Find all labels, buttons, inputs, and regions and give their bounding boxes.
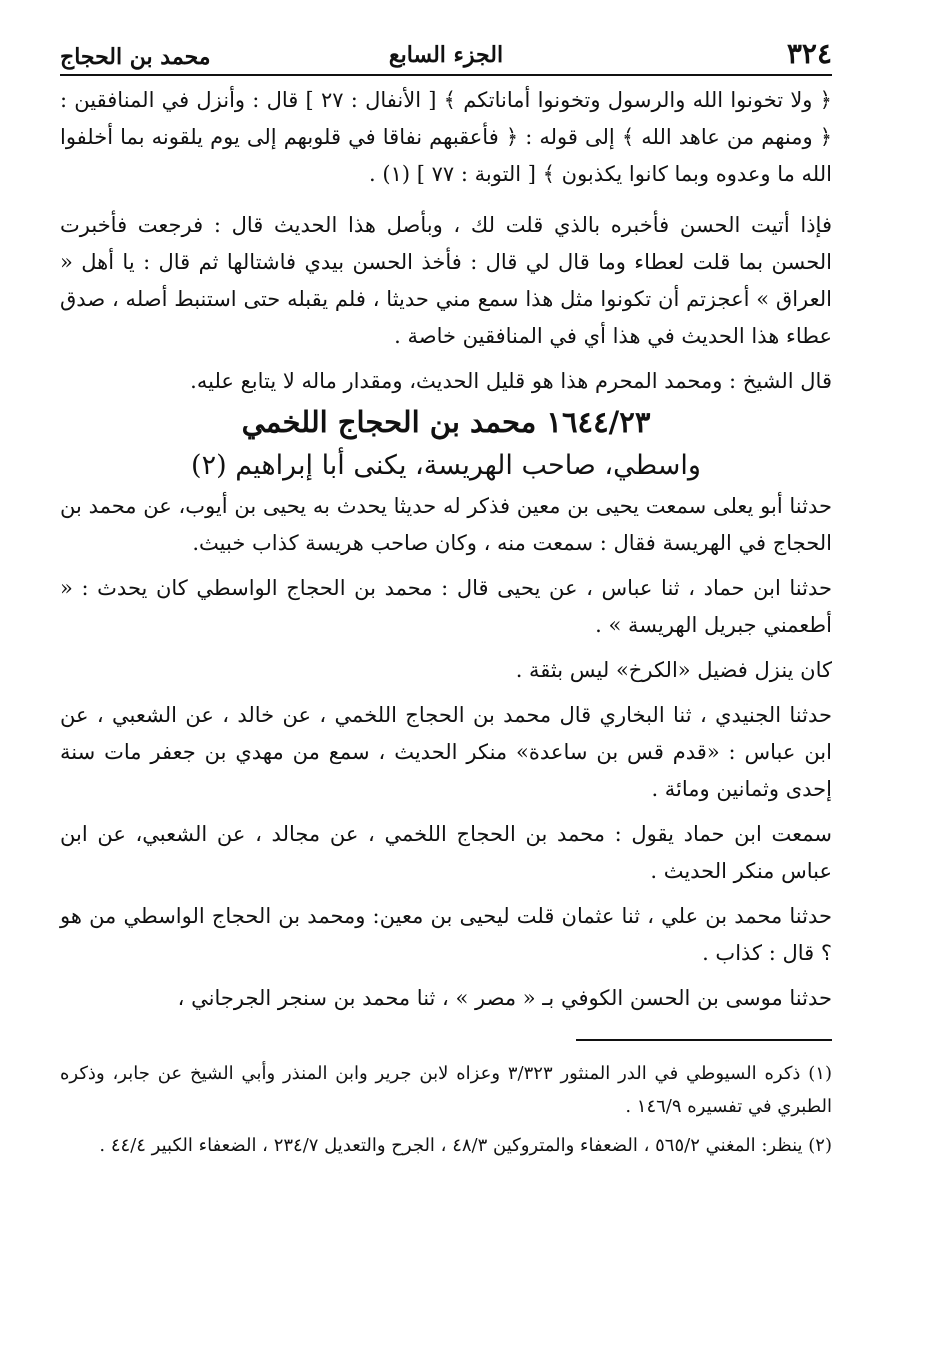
volume-title: الجزء السابع bbox=[388, 42, 504, 68]
entry-paragraph: كان ينزل فضيل «الكرخ» ليس بثقة . bbox=[515, 658, 832, 682]
book-page bbox=[60, 30, 832, 1340]
entry-paragraph: حدثنا الجنيدي ، ثنا البخاري قال محمد بن الحجاج اللخمي ، عن خالد ، عن الشعبي ، عن ابن عباس : «قدم قس بن ساعدة» منكر الحديث ، سمع من مهدي بن جعفر مات سنة إحدى وثمانين ومائة . bbox=[60, 703, 832, 801]
paragraph-quran-verses: ﴿ ولا تخونوا الله والرسول وتخونوا أماناتكم ﴾ [ الأنفال : ٢٧ ] قال : وأنزل في المنافقين : ﴿ ومنهم من عاهد الله ﴾ إلى قوله : ﴿ فأعقبهم نفاقا في قلوبهم إلى يوم يلقونه بما أخلفوا الله ما وعدوه وبما كانوا يكذبون ﴾ [ التوبة : ٧٧ ] (١) . bbox=[60, 88, 832, 186]
footnote-rule bbox=[576, 1039, 832, 1041]
entry-paragraph: حدثنا موسى بن الحسن الكوفي بـ « مصر » ، ثنا محمد بن سنجر الجرجاني ، bbox=[177, 986, 832, 1010]
running-title: محمد بن الحجاج bbox=[60, 44, 211, 70]
page-header bbox=[60, 30, 832, 70]
footnote-1: (١) ذكره السيوطي في الدر المنثور ٣/٣٢٣ وعزاه لابن جرير وابن المنذر وأبي الشيخ عن جابر، وذكره الطبري في تفسيره ١٤٦/٩ . bbox=[60, 1063, 832, 1117]
entry-paragraph: حدثنا أبو يعلى سمعت يحيى بن معين فذكر له حديثا يحدث به يحيى بن أيوب، عن محمد بن الحجاج في الهريسة فقال : سمعت منه ، وكان صاحب هريسة كذاب خبيث. bbox=[60, 494, 832, 555]
footnote-2: (٢) ينظر: المغني ٥٦٥/٢ ، الضعفاء والمتروكين ٤٨/٣ ، الجرح والتعديل ٢٣٤/٧ ، الضعفاء الكبير ٤٤/٤ . bbox=[99, 1135, 832, 1156]
entry-heading: ١٦٤٤/٢٣ محمد بن الحجاج اللخمي bbox=[241, 405, 651, 439]
entry-paragraph: حدثنا محمد بن علي ، ثنا عثمان قلت ليحيى بن معين: ومحمد بن الحجاج الواسطي من هو ؟ قال : كذاب . bbox=[60, 904, 832, 965]
paragraph-sheikh-note: قال الشيخ : ومحمد المحرم هذا هو قليل الحديث، ومقدار ماله لا يتابع عليه. bbox=[190, 369, 832, 393]
page-number: ٣٢٤ bbox=[786, 37, 832, 70]
entry-paragraph: حدثنا ابن حماد ، ثنا عباس ، عن يحيى قال : محمد بن الحجاج الواسطي كان يحدث : « أطعمني جبريل الهريسة » . bbox=[60, 576, 832, 637]
entry-paragraph: سمعت ابن حماد يقول : محمد بن الحجاج اللخمي ، عن مجالد ، عن الشعبي، عن ابن عباس منكر الحديث . bbox=[60, 822, 832, 883]
entry-subheading: واسطي، صاحب الهريسة، يكنى أبا إبراهيم (٢) bbox=[191, 450, 701, 481]
paragraph-hasan-story: فإذا أتيت الحسن فأخبره بالذي قلت لك ، وبأصل هذا الحديث قال : فرجعت فأخبرت الحسن بما قلت لعطاء وما قال لي قال : فأخذ الحسن بيدي فاشتالها ثم قال : يا أهل « العراق » أعجزتم أن تكونوا مثل هذا سمع مني حديثا ، فلم يقبله حتى استنبط أصله ، صدق عطاء هذا الحديث في هذا أي في المنافقين خاصة . bbox=[60, 213, 832, 348]
